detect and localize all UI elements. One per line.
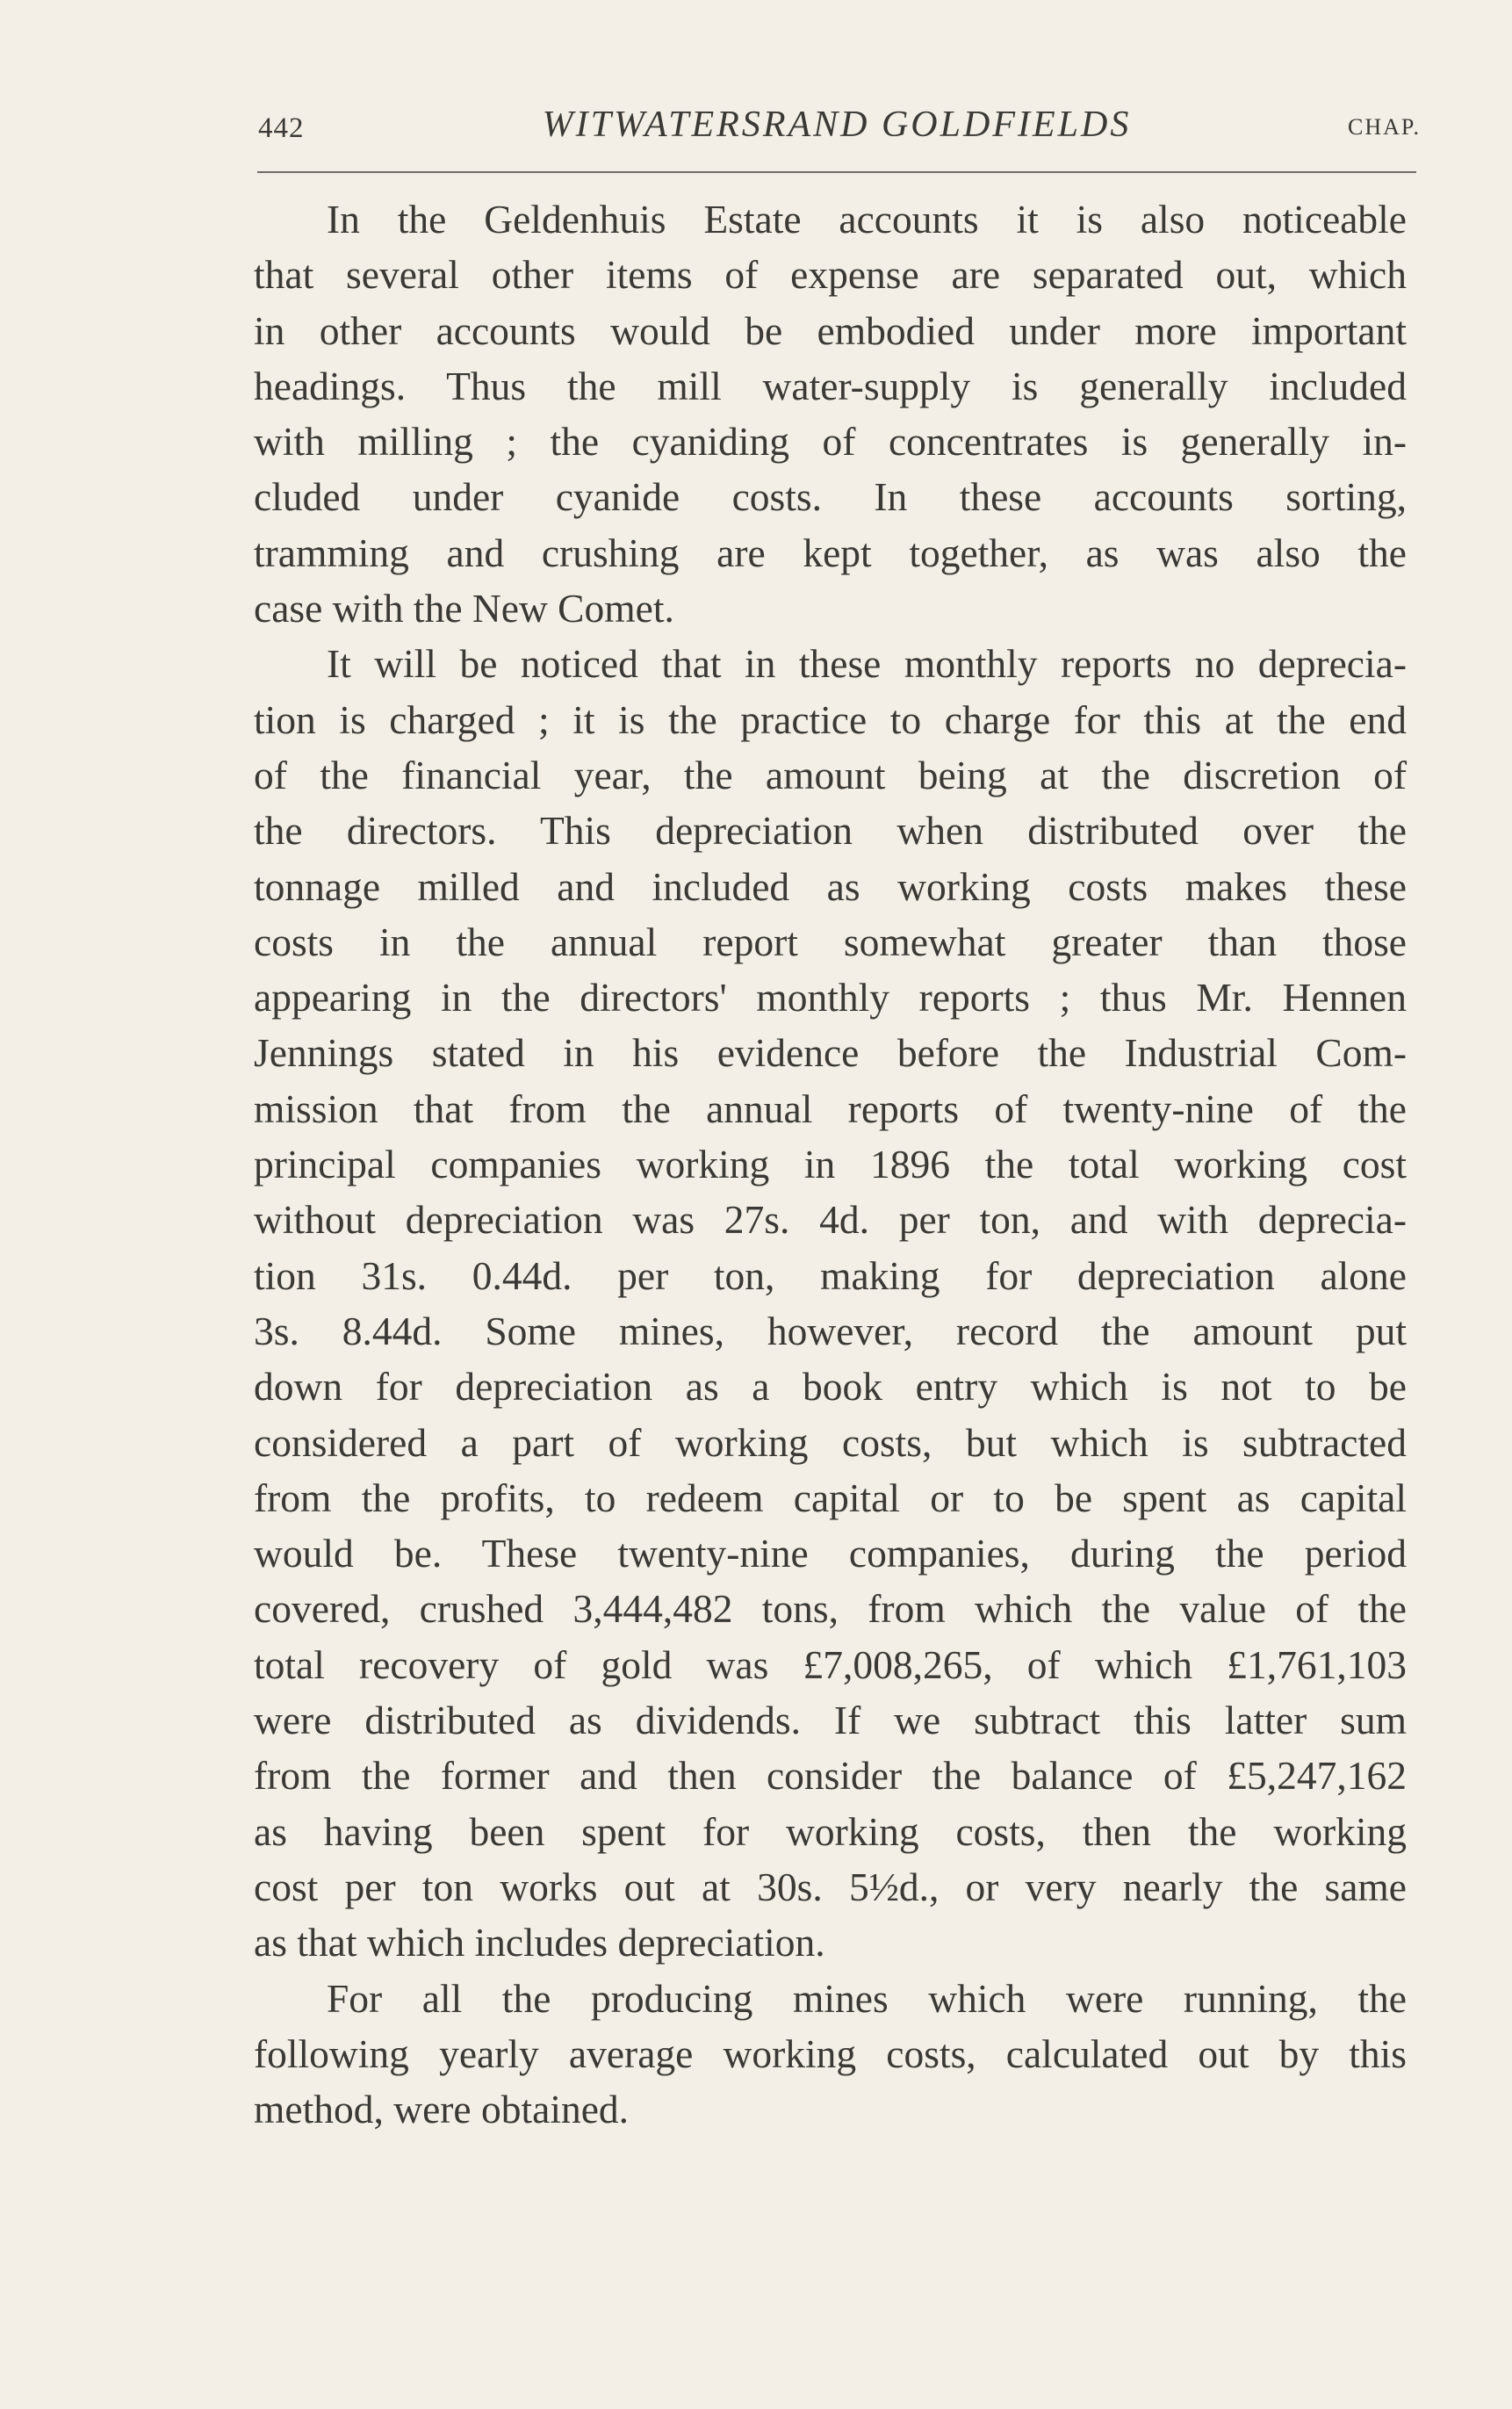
text-line: appearing in the directors' monthly reports ; thus Mr. Hennen bbox=[254, 975, 1407, 1021]
text-line: Jennings stated in his evidence before the Industrial Com- bbox=[254, 1030, 1407, 1076]
paragraph-depreciation bbox=[254, 636, 1407, 1970]
chapter-label: CHAP. bbox=[1348, 114, 1421, 140]
text-line: that several other items of expense are separated out, which bbox=[254, 252, 1407, 298]
header-rule bbox=[257, 171, 1416, 173]
text-line: following yearly average working costs, calculated out by this bbox=[254, 2030, 1407, 2076]
text-line: total recovery of gold was £7,008,265, of which £1,761,103 bbox=[254, 1641, 1407, 1687]
text-line: tramming and crushing are kept together, as was also the bbox=[254, 530, 1407, 575]
text-line: as having been spent for working costs, then the working bbox=[254, 1808, 1407, 1854]
text-line: It will be noticed that in these monthly reports no deprecia- bbox=[327, 641, 1407, 687]
text-line: method, were obtained. bbox=[254, 2087, 630, 2132]
text-line: cost per ton works out at 30s. 5½d., or very nearly the same bbox=[254, 1864, 1407, 1909]
text-line: were distributed as dividends. If we subtract this latter sum bbox=[254, 1698, 1407, 1743]
body-text bbox=[254, 191, 1407, 2137]
text-line: tion is charged ; it is the practice to charge for this at the end bbox=[254, 696, 1407, 742]
text-line: headings. Thus the mill water-supply is generally included bbox=[254, 363, 1407, 408]
text-line: with milling ; the cyaniding of concentrates is generally in- bbox=[254, 419, 1407, 465]
text-line: the directors. This depreciation when distributed over the bbox=[254, 808, 1407, 854]
text-line: principal companies working in 1896 the total working cost bbox=[254, 1142, 1407, 1187]
paragraph-producing-mines bbox=[254, 1971, 1407, 2138]
text-line: 3s. 8.44d. Some mines, however, record the amount put bbox=[254, 1308, 1407, 1353]
text-line: In the Geldenhuis Estate accounts it is also noticeable bbox=[327, 197, 1407, 242]
page-header bbox=[253, 104, 1421, 156]
text-line: from the profits, to redeem capital or to be spent as capital bbox=[254, 1475, 1407, 1520]
text-line: from the former and then consider the balance of £5,247,162 bbox=[254, 1753, 1407, 1799]
text-line: covered, crushed 3,444,482 tons, from which the value of the bbox=[254, 1586, 1407, 1632]
text-line: For all the producing mines which were running, the bbox=[327, 1975, 1407, 2021]
text-line: down for depreciation as a book entry which is not to be bbox=[254, 1364, 1407, 1410]
text-line: tonnage milled and included as working costs makes these bbox=[254, 863, 1407, 909]
text-line: without depreciation was 27s. 4d. per ton, and with deprecia- bbox=[254, 1197, 1407, 1243]
text-line: considered a part of working costs, but which is subtracted bbox=[254, 1419, 1407, 1465]
text-line: cluded under cyanide costs. In these accounts sorting, bbox=[254, 474, 1407, 520]
text-line: mission that from the annual reports of twenty-nine of the bbox=[254, 1085, 1407, 1131]
text-line: of the financial year, the amount being at the discretion of bbox=[254, 752, 1407, 797]
paragraph-geldenhuis bbox=[254, 191, 1407, 636]
running-title: WITWATERSRAND GOLDFIELDS bbox=[542, 105, 1132, 145]
page-number: 442 bbox=[258, 112, 305, 144]
text-line: costs in the annual report somewhat greater than those bbox=[254, 919, 1407, 964]
text-line: would be. These twenty-nine companies, during the period bbox=[254, 1531, 1407, 1576]
text-line: in other accounts would be embodied under more important bbox=[254, 307, 1407, 353]
text-line: as that which includes depreciation. bbox=[254, 1920, 825, 1965]
text-line: tion 31s. 0.44d. per ton, making for depreciation alone bbox=[254, 1252, 1407, 1298]
text-line: case with the New Comet. bbox=[254, 586, 674, 631]
